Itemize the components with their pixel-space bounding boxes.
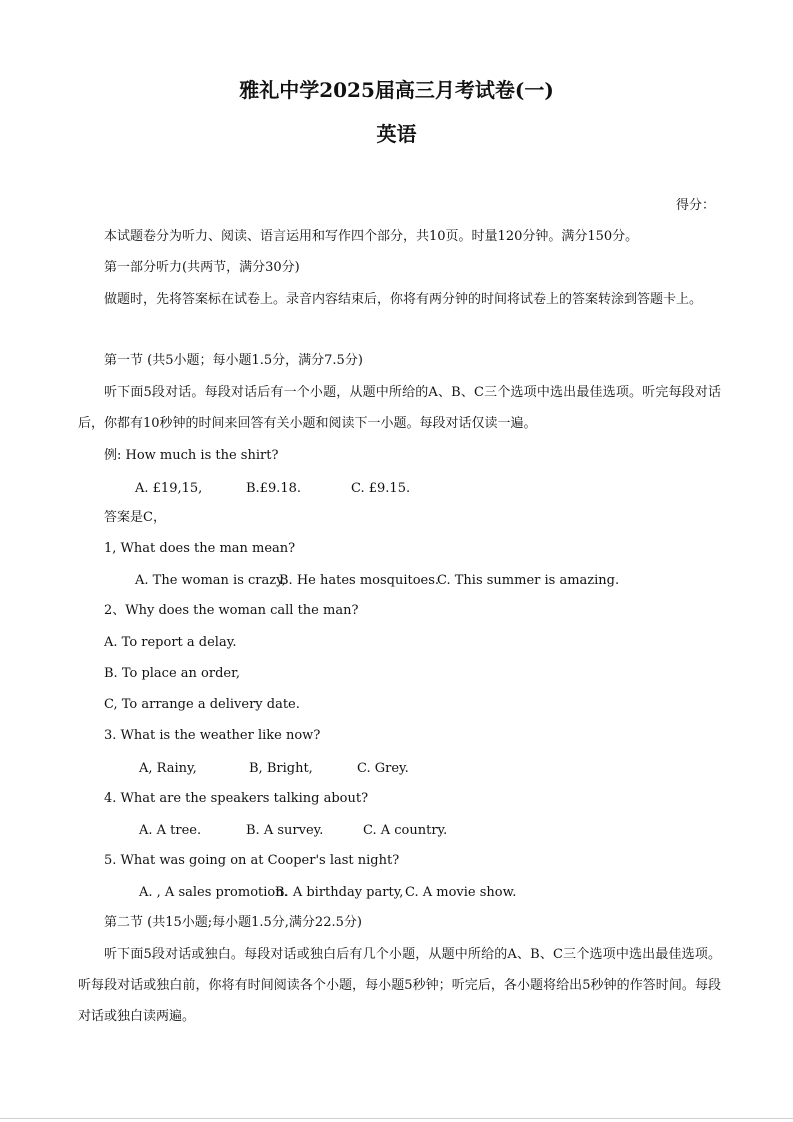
example-question: 例: How much is the shirt?: [104, 448, 279, 463]
question-1: 1, What does the man mean?: [104, 541, 296, 556]
q5-option-c: C. A movie show.: [405, 885, 517, 900]
q4-option-c: C. A country.: [363, 823, 448, 838]
question-5: 5. What was going on at Cooper's last night?: [104, 853, 400, 868]
q2-option-b: B. To place an order,: [104, 666, 241, 681]
score-label: 得分：: [676, 198, 716, 213]
q1-option-c: C. This summer is amazing.: [437, 573, 620, 588]
section1-heading: 第一节 (共5小题；每小题1.5分，满分7.5分): [104, 353, 363, 368]
q2-option-c: C, To arrange a delivery date.: [104, 697, 300, 712]
page-bottom-divider: [0, 1118, 793, 1119]
q5-option-b: B. A birthday party,: [275, 885, 404, 900]
question-4: 4. What are the speakers talking about?: [104, 791, 369, 806]
q3-option-c: C. Grey.: [357, 761, 409, 776]
q2-option-a: A. To report a delay.: [104, 635, 237, 650]
q4-option-a: A. A tree.: [139, 823, 202, 838]
q1-option-a: A. The woman is crazy,: [135, 573, 286, 588]
section1-instruction: 听下面5段对话。每段对话后有一个小题，从题中所给的A、B、C三个选项中选出最佳选项。听完每段对话后，你都有10秒钟的时间来回答有关小题和阅读下一小题。每段对话仅读一遍。: [78, 385, 721, 431]
subject-title: 英语: [376, 122, 417, 146]
question-3: 3. What is the weather like now?: [104, 728, 321, 743]
section2-instruction: 听下面5段对话或独白。每段对话或独白后有几个小题，从题中所给的A、B、C三个选项中选出最佳选项。听每段对话或独白前，你将有时间阅读各个小题，每小题5秒钟；听完后，各小题将给出5秒钟的作答时间。每段对话或独白读两遍。: [78, 947, 721, 1024]
q4-option-b: B. A survey.: [246, 823, 324, 838]
intro-text: 本试题卷分为听力、阅读、语言运用和写作四个部分，共10页。时量120分钟。满分150分。: [104, 229, 639, 244]
q3-option-b: B, Bright,: [249, 761, 313, 776]
example-option-a: A. £19,15,: [135, 481, 203, 496]
exam-title: 雅礼中学2025届高三月考试卷(一): [239, 78, 554, 102]
q3-option-a: A, Rainy,: [139, 761, 197, 776]
example-option-c: C. £9.15.: [351, 481, 411, 496]
q5-option-a: A. , A sales promotion.: [139, 885, 288, 900]
part1-instruction: 做题时，先将答案标在试卷上。录音内容结束后，你将有两分钟的时间将试卷上的答案转涂到答题卡上。: [104, 292, 703, 307]
example-option-b: B.£9.18.: [246, 481, 302, 496]
question-2: 2、Why does the woman call the man?: [104, 603, 359, 618]
q1-option-b: B. He hates mosquitoes.: [279, 573, 440, 588]
section2-heading: 第二节 (共15小题;每小题1.5分,满分22.5分): [104, 915, 362, 930]
example-answer: 答案是C，: [104, 510, 166, 525]
part1-heading: 第一部分听力(共两节，满分30分): [104, 260, 300, 275]
